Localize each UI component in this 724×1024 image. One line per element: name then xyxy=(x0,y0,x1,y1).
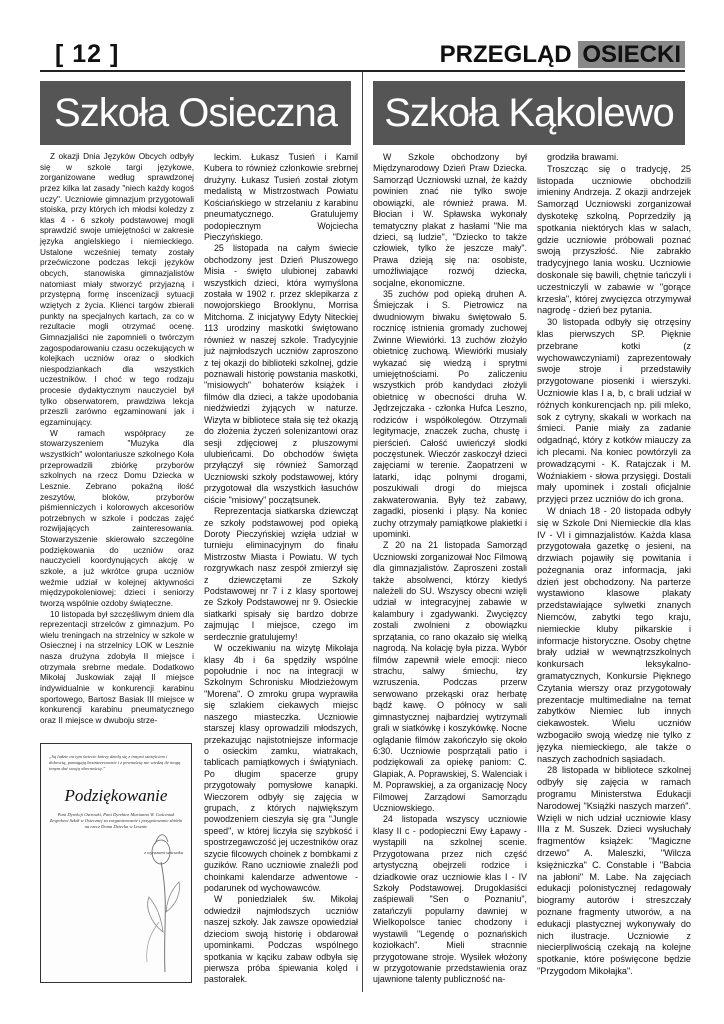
flower-illustration xyxy=(135,812,185,972)
thank-you-card xyxy=(40,743,192,983)
paragraph: grodziła brawami. xyxy=(547,152,619,162)
paragraph: W poniedziałek św. Mikołaj odwiedził najmłodszych uczniów naszej szkoły. Jak zawsze opowiedział dzieciom swoją historię i obdarował upominkami. Podczas wspólnego spotkania w kąciku zabaw odbyła się pierwsza próba śpiewania kolęd i pastorałek. xyxy=(204,894,358,985)
paragraph: W Szkole obchodzony był Międzynarodowy Dzień Praw Dziecka. Samorząd Uczniowski uznał, że każdy powinien znać nie tylko swoje obowiązki, ale również prawa. M. Błocian i W. Spławska wykonały tematyczny plakat z hasłami "Nie ma dzieci, są ludzie", "Dziecko to także człowiek, tylko że jeszcze mały". Prawa dzieją się na: osobiste, umożliwiające rozwój dziecka, socjalne, ekonomiczne. xyxy=(373,152,527,288)
paragraph: W dniach 18 - 20 listopada odbyły się w Szkole Dni Niemieckie dla klas IV - VI i gimnazjalistów. Każda klasa przygotowała gazetkę o jesieni, na drzwiach pojawiły się powitania i pożegnania oraz informacja, jaki dzień jest obchodzony. Na parterze wystawiono klasowe plakaty przedstawiające sylwetki znanych Niemców, zabytki tego kraju, niemieckie kluby piłkarskie i informacje historyczne. Osoby chętne brały udział w wewnątrzszkolnych konkursach leksykalno-gramatycznych, Konkursie Pięknego Czytania wierszy oraz przygotowały prezentacje multimedialne na temat zabytków Niemiec lub innych ciekawostek. Wielu uczniów wzbogaciło swoją wiedzę nie tylko z języka niemieckiego, ale także o naszych zachodnich sąsiadach. xyxy=(537,505,691,764)
thanks-body: Pani Dyrekcji Ostrowki, Pani Dyrektor Marianna W. Gościniak Zespołowi Szkół w Osiecznej za zorganizowanie i przygotowanie zbiórki na rzecz Domu Dziecka w Lesznie xyxy=(49,812,183,829)
page-header xyxy=(40,40,685,70)
paragraph: 35 zuchów pod opieką druhen A. Śmiejczak i S. Pietrowicz na dwudniowym biwaku świętowało 5. rocznicę istnienia gromady zuchowej Zwinne Wiewiórki. 13 zuchów złożyło obietnicę zuchową. Wiewiórki musiały wykazać się wiedzą i sprytmi umiejętnościami. Po zaliczeniu wszystkich prób kandydaci złożyli obietnicę w obecności druha W. Jędrzejczaka - członka Hufca Leszno, rodziców i współkolegów. Otrzymali legitymacje, znaczek zucha, chustę i pierścień. Całość uwieńczył słodki poczęstunek. Wieczór zaskoczył dzieci zajęciami w terenie. Zaopatrzeni w latarki, idąc polnymi drogami, poszukiwali drogi do miejsca zakwaterowania. Były też zabawy, zagadki, piosenki i pląsy. Na koniec zuchy otrzymały pamiątkowe plakietki i upominki. xyxy=(373,289,527,539)
paragraph: leckim. Łukasz Tusień i Kamil Kubera to również członkowie srebrnej drużyny. Łukasz Tusień został złotym medalistą w Mistrzostwach Powiatu Kościańskiego w strzelaniu z karabinu pneumatycznego. Gratulujemy podopiecznym Wojciecha Pieczyńskiego. xyxy=(204,152,358,242)
magazine-title xyxy=(440,41,685,69)
left-article-title: Szkoła Osieczna xyxy=(40,81,351,145)
left-article-col1 xyxy=(40,152,194,727)
paragraph: W ramach współpracy ze stowarzyszeniem "Muzyka dla wszystkich" wolontariusze szkolnego Koła przeprowadzili zbiórkę przyborów szkolnych na rzecz Domu Dziecka w Lesznie. Zebrano pokaźną ilość zeszytów, bloków, przyborów piśmienniczych i kolorowych akcesoriów potrzebnych w szkole i podczas zajęć rozwijających zainteresowania. Stowarzyszenie skierowało szczególne podziękowania do uczniów oraz nauczycieli koordynujących akcję w szkole, a już wkrótce grupa uczniów weźmie udział w kolejnej aktywności międzypokoleniowej: dzieci i seniorzy tworzą wspólnie ozdoby świąteczne. xyxy=(40,428,194,608)
paragraph: 25 listopada na całym świecie obchodzony jest Dzień Pluszowego Misia - święto ulubionej zabawki wszystkich dzieci, która wymyślona została w 1902 r. przez sklepikarza z nowojorskiego Brooklynu, Morrisa Mitchoma. Z inicjatywy Edyty Niteckiej 113 urodziny maskotki świętowano również w naszej szkole. Tradycyjnie już najmłodszych uczniów zaproszono z tej okazji do biblioteki szkolnej, gdzie poznawali historię powstania maskotki, "misiowych" bohaterów książek i filmów dla dzieci, a także upodobania niedźwiedzi żyjących w naturze. Wizyta w bibliotece stała się też okazją do złożenia życzeń solenizantowi oraz sesji zdjęciowej z pluszowymi ulubieńcami. Do obchodów święta przyłączył się również Samorząd Uczniowski szkoły podstawowej, który przygotował dla wszystkich łasuchów ciście "misiowy" początsunek. xyxy=(204,243,358,505)
right-article-col1 xyxy=(373,152,527,986)
col2-text xyxy=(204,152,358,986)
column-divider xyxy=(362,72,363,992)
page-number: [ 12 ] xyxy=(55,40,120,68)
magazine-title-part2: OSIECKI xyxy=(578,41,685,68)
paragraph: 10 listopada był szczęśliwym dniem dla reprezentacji strzelców z gimnazjum. Po wielu treningach na strzelnicy w szkole w Osiecznej i na strzelnicy LOK w Lesznie nasza drużyna zdobyła II miejsce i otrzymała srebrne medale. Dodatkowo Mikołaj Juskowiak zajął II miejsce indywidualnie w konkurencji karabinu sportowego, Bartosz Basiak III miejsce w konkurencji karabinu pneumatycznego oraz II miejsce w dwuboju strze- xyxy=(40,609,194,725)
paragraph: Reprezentacja siatkarska dziewcząt ze szkoły podstawowej pod opieką Doroty Pieczyńskiej wzięła udział w turnieju eliminacyjnym do finału Mistrzostw Miasta i Powiatu. W tych rozgrywkach nasz zespół zmierzył się z dziewczętami ze Szkoły Podstawowej nr 7 i z klasy sportowej ze Szkoły Podstawowej nr 9. Osieckie siatkarki spisały się bardzo dobrze zajmując I miejsce, czego im serdecznie gratulujemy! xyxy=(204,506,358,642)
col4-text xyxy=(537,152,691,978)
paragraph: 24 listopada wszyscy uczniowie klasy II c - podopieczni Ewy Łapawy - wystąpili na szkolnej scenie. Przygotowana przez nich część artystyczną obejrzeli rodzice i dziadkowie oraz uczniowie klas I - IV Szkoły Podstawowej. Drugoklasiści zaśpiewali "Sen o Poznaniu", zatańczyli popularny dawniej w Wielkopolsce taniec chodzony i wystawili "Legendę o poznańskich koziołkach". Mieli stracnnie przygotowane stroje. Wysiłek włożony w przygotowanie przedstawienia oraz ujawnione talenty publiczność na- xyxy=(373,814,527,985)
paragraph: Z okazji Dnia Języków Obcych odbyły się w szkole targi językowe, zorganizowane według sprawdzonej przez kilka lat zasady "niech każdy kogoś uczy". Uczniowie gimnazjum przygotowali stoiska, przy których ich młodsi koledzy z klas 4 - 6 szkoły podstawowej mogli sprawdzić swoje umiejętności w zakresie języka angielskiego i niemieckiego. Ustalone wcześniej tematy zostały przećwiczone podczas lekcji języków obcych, stanowiska gimnazjalistów natomiast miały stworzyć przyjazną i przystępną formę inscenizacji sytuacji wziętych z życia. Klienci targów zbierali punkty na specjalnych kartach, za co w rezultacie mogli otrzymać ocenę. Gimnazjaliści nie zapomnieli o twórczym zagospodarowaniu czasu oczekujących w kolejkach uczniów oraz o słodkich niespodziankach dla wszystkich uczestników. I choć w tego rodzaju procesie dydaktycznym nauczyciel był tylko obserwatorem, prawdziwa lekcja przeszli zarówno egzaminowani jak i egzaminujący. xyxy=(40,152,194,428)
paragraph: Troszcząc się o tradycję, 25 listopada uczniowie obchodzili imieniny Andrzeja. Z okazji andrzejek Samorząd Uczniowski zorganizował dyskotekę szkolną. Poprzedziły ją spotkania niektórych klas w salach, gdzie uczniowie próbowali poznać swoją przyszłość. Nie zabrakło tradycyjnego lania wosku. Uczniowie doskonale się bawili, chętnie tańczyli i uczestniczyli w zabawie w "gorące krzesła", której zwycięzca otrzymywał nagrodę - dzień bez pytania. xyxy=(537,163,691,316)
right-article-col2 xyxy=(537,152,691,978)
col1-text xyxy=(40,152,194,727)
paragraph: 28 listopada w bibliotece szkolnej odbyły się zajęcia w ramach programu Ministerstwa Edukacji Narodowej "Książki naszych marzeń". Wzięli w nich udział uczniowie klasy IIIa z M. Suszek. Dzieci wysłuchały fragmentów książek: "Magiczne drzewo" A. Maleszki, "Wilcza księżniczka" C. Constable i "Babcia na jabłoni" M. Labe. Na zajęciach edukacji polonistycznej redagowały biogramy autorów i streszczały poznane fragmenty utworów, a na edukacji plastycznej wykonywały do nich ilustracje. Uczniowie z niecierpliwością czekają na kolejne spotkanie, które poświęcone będzie "Przygodom Mikołajka". xyxy=(537,765,691,976)
paragraph: Z 20 na 21 listopada Samorząd Uczniowski zorganizował Noc Filmową dla gimnazjalistów. Zaproszeni zostali także absolwenci, którzy kiedyś należeli do SU. Wszyscy obecni wzięli udział w integracyjnej zabawie w kalambury i zgadywanki. Zwycięzcy zostali zwolnieni z obowiązku sprzątania, co rano okazało się wielką nagrodą. Na kolację była pizza. Wybór filmów zapewnił wiele emocji: nieco strachu, salwy śmiechu, łzy wzruszenia. Podczas przerw serwowano przekąski oraz herbatę bądź kawę. O północy w sali gimnastycznej najbardziej wytrzymali grali w siatkówkę i koszykówkę. Nocne oglądanie filmów zakończyło się około 6:30. Uczniowie posprzątali patio i podziękowali za opiekę paniom: C. Glapiak, A. Poprawskiej, S. Walenciak i M. Poprawskiej, a za organizację Nocy Filmowej Zarządowi Samorządu Uczniowskiego. xyxy=(373,540,527,814)
paragraph: W oczekiwaniu na wizytę Mikołaja klasy 4b i 6a spędziły wspólne popołudnie i noc na integracji w Szkolnym Schronisku Młodzieżowym "Morena". O zmroku grupa wyprawiła się szlakiem ciekawych miejsc naszego miasteczka. Uczniowie starszej klasy oprowadzili młodszych, przekazując najistotniejsze informacje o osieckim zamku, wiatrakach, tablicach pamiątkowych i świątyniach. Po długim spacerze grupy przygotowały pomysłowe kanapki. Wieczorem odbyły się zajęcia w grupach, z których największym powodzeniem cieszyła się gra "Jungle speed", w której liczyła się szybkość i spostrzegawczość jej uczestników oraz szycie filcowych choinek z bombkami z guzików. Rano uczniowie znaleźli pod choinkami kalendarze adwentowe - podarunek od wychowawców. xyxy=(204,643,358,893)
magazine-title-part1: PRZEGLĄD xyxy=(439,41,572,68)
thanks-quote: „Są ludzie na tym świecie którzy dzielą się z innymi szczęściem i dobrocią, pomagają bezinteresownie i z pewnością nie wiedzą ile mogą innym dać swoją obecnością.” xyxy=(49,754,181,771)
thanks-signature: z wyrazami szacunku xyxy=(144,850,183,855)
thanks-title: Podziękowanie xyxy=(64,786,168,805)
right-article-title: Szkoła Kąkolewo xyxy=(373,81,685,145)
left-article-col2 xyxy=(204,152,358,986)
paragraph: 30 listopada odbyły się otrzęsiny klas pierwszych SP. Pięknie przebrane kotki (z wychowawczyniami) zaprezentowały swoje stroje i przedstawiły przygotowane piosenki i wierszyki. Uczniowie klas I a, b, c brali udział w różnych konkurencjach np. pili mleko, sok z cytryny, skakali w workach na śmieci. Panie miały za zadanie odgadnąć, który z kotków miauczy za ich plecami. Na koniec powtórzyli za prowadzącymi - K. Ratajczak i M. Woźniakiem - słowa przysięgi. Dostali mały upominek i zostali oficjalnie przyjęci przez uczniów do ich grona. xyxy=(537,317,691,505)
col3-text xyxy=(373,152,527,986)
